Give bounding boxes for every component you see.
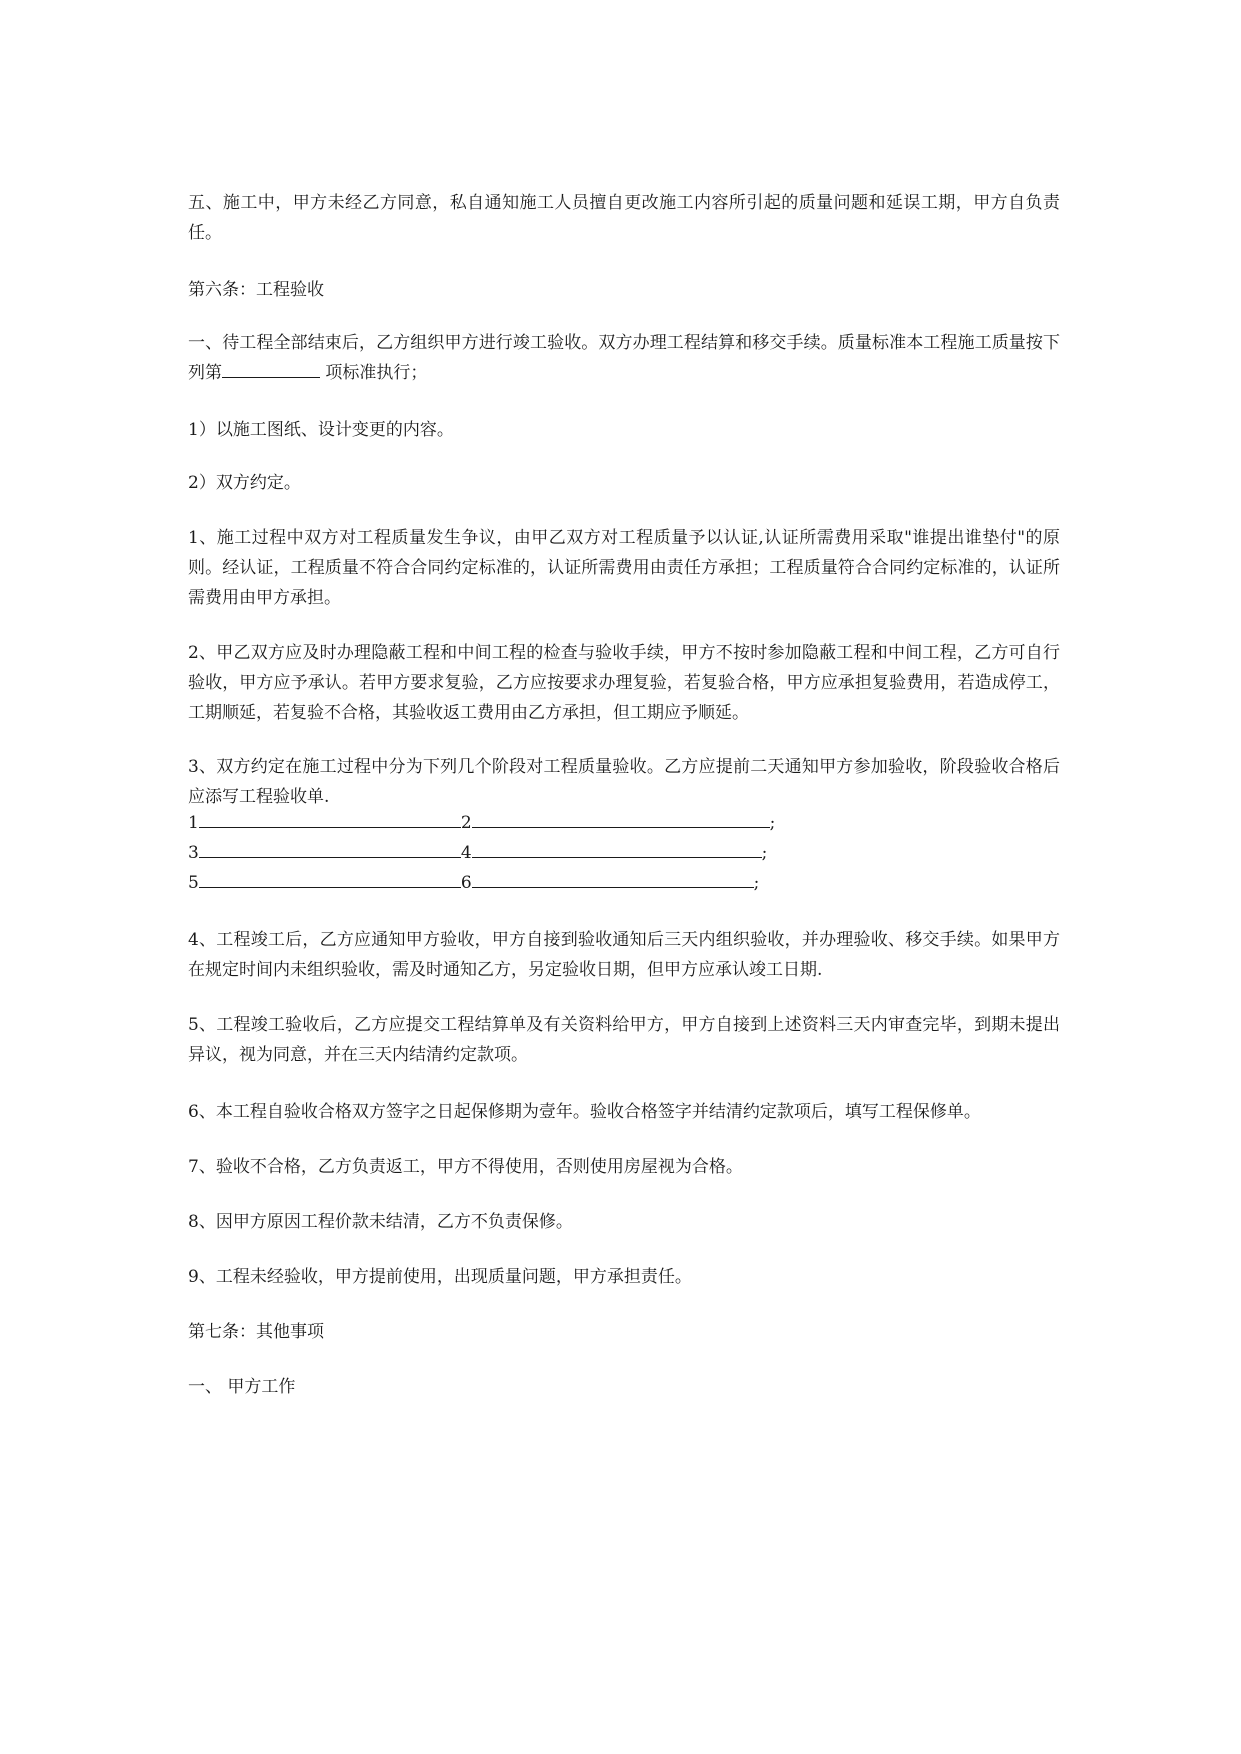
stage-end: ; (769, 813, 776, 833)
section-7-1-heading: 一、 甲方工作 (188, 1377, 296, 1397)
stage-blank[interactable] (199, 839, 461, 858)
standard-option-1: 1）以施工图纸、设计变更的内容。 (188, 420, 454, 440)
stage-end: ; (761, 843, 768, 863)
clause-5: 五、施工中，甲方未经乙方同意，私自通知施工人员擅自更改施工内容所引起的质量问题和延误工期，甲方自负责任。 (188, 193, 1060, 243)
item-4: 4、工程竣工后，乙方应通知甲方验收，甲方自接到验收通知后三天内组织验收，并办理验收、移交手续。如果甲方在规定时间内未组织验收，需及时通知乙方，另定验收日期，但甲方应承认竣工日期. (188, 930, 1060, 980)
item-2: 2、甲乙双方应及时办理隐蔽工程和中间工程的检查与验收手续，甲方不按时参加隐蔽工程和中间工程，乙方可自行验收，甲方应予承认。若甲方要求复验，乙方应按要求办理复验，若复验合格，甲方应承担复验费用，若造成停工，工期顺延，若复验不合格，其验收返工费用由乙方承担，但工期应予顺延。 (188, 643, 1060, 723)
stage-number: 1 (188, 813, 199, 833)
clause-6-1-text: 一、待工程全部结束后，乙方组织甲方进行竣工验收。双方办理工程结算和移交手续。质量标准本工程施工质量按下列第 (188, 333, 1060, 383)
stage-blank[interactable] (199, 809, 461, 828)
stage-row (188, 838, 767, 868)
stage-row (188, 868, 759, 898)
article-7-heading: 第七条：其他事项 (188, 1322, 324, 1342)
item-3: 3、双方约定在施工过程中分为下列几个阶段对工程质量验收。乙方应提前二天通知甲方参加验收，阶段验收合格后应添写工程验收单. (188, 757, 1060, 807)
stage-number: 2 (460, 813, 472, 833)
stage-number: 6 (460, 873, 472, 893)
stage-blank[interactable] (472, 869, 754, 888)
item-7: 7、验收不合格，乙方负责返工，甲方不得使用，否则使用房屋视为合格。 (188, 1157, 743, 1177)
stage-number: 5 (188, 873, 199, 893)
stage-blank[interactable] (472, 839, 762, 858)
stage-blank[interactable] (199, 869, 461, 888)
standard-option-2: 2）双方约定。 (188, 473, 301, 493)
item-1: 1、施工过程中双方对工程质量发生争议，由甲乙双方对工程质量予以认证,认证所需费用采取"谁提出谁垫付"的原则。经认证，工程质量不符合合同约定标准的，认证所需费用由责任方承担；工程质量符合合同约定标准的，认证所需费用由甲方承担。 (188, 528, 1060, 608)
stage-blank[interactable] (472, 809, 770, 828)
stage-end: ; (753, 873, 760, 893)
stage-number: 3 (188, 843, 199, 863)
clause-6-1-end: 项标准执行； (325, 363, 428, 383)
standard-item-blank[interactable] (222, 359, 320, 378)
item-6: 6、本工程自验收合格双方签字之日起保修期为壹年。验收合格签字并结清约定款项后，填写工程保修单。 (188, 1102, 981, 1122)
item-9: 9、工程未经验收，甲方提前使用，出现质量问题，甲方承担责任。 (188, 1267, 692, 1287)
stage-number: 4 (460, 843, 472, 863)
article-6-heading: 第六条：工程验收 (188, 280, 324, 300)
stage-row (188, 808, 775, 838)
item-5: 5、工程竣工验收后，乙方应提交工程结算单及有关资料给甲方，甲方自接到上述资料三天内审查完毕，到期未提出异议，视为同意，并在三天内结清约定款项。 (188, 1015, 1060, 1065)
item-8: 8、因甲方原因工程价款未结清，乙方不负责保修。 (188, 1212, 573, 1232)
clause-6-1 (188, 328, 1060, 388)
